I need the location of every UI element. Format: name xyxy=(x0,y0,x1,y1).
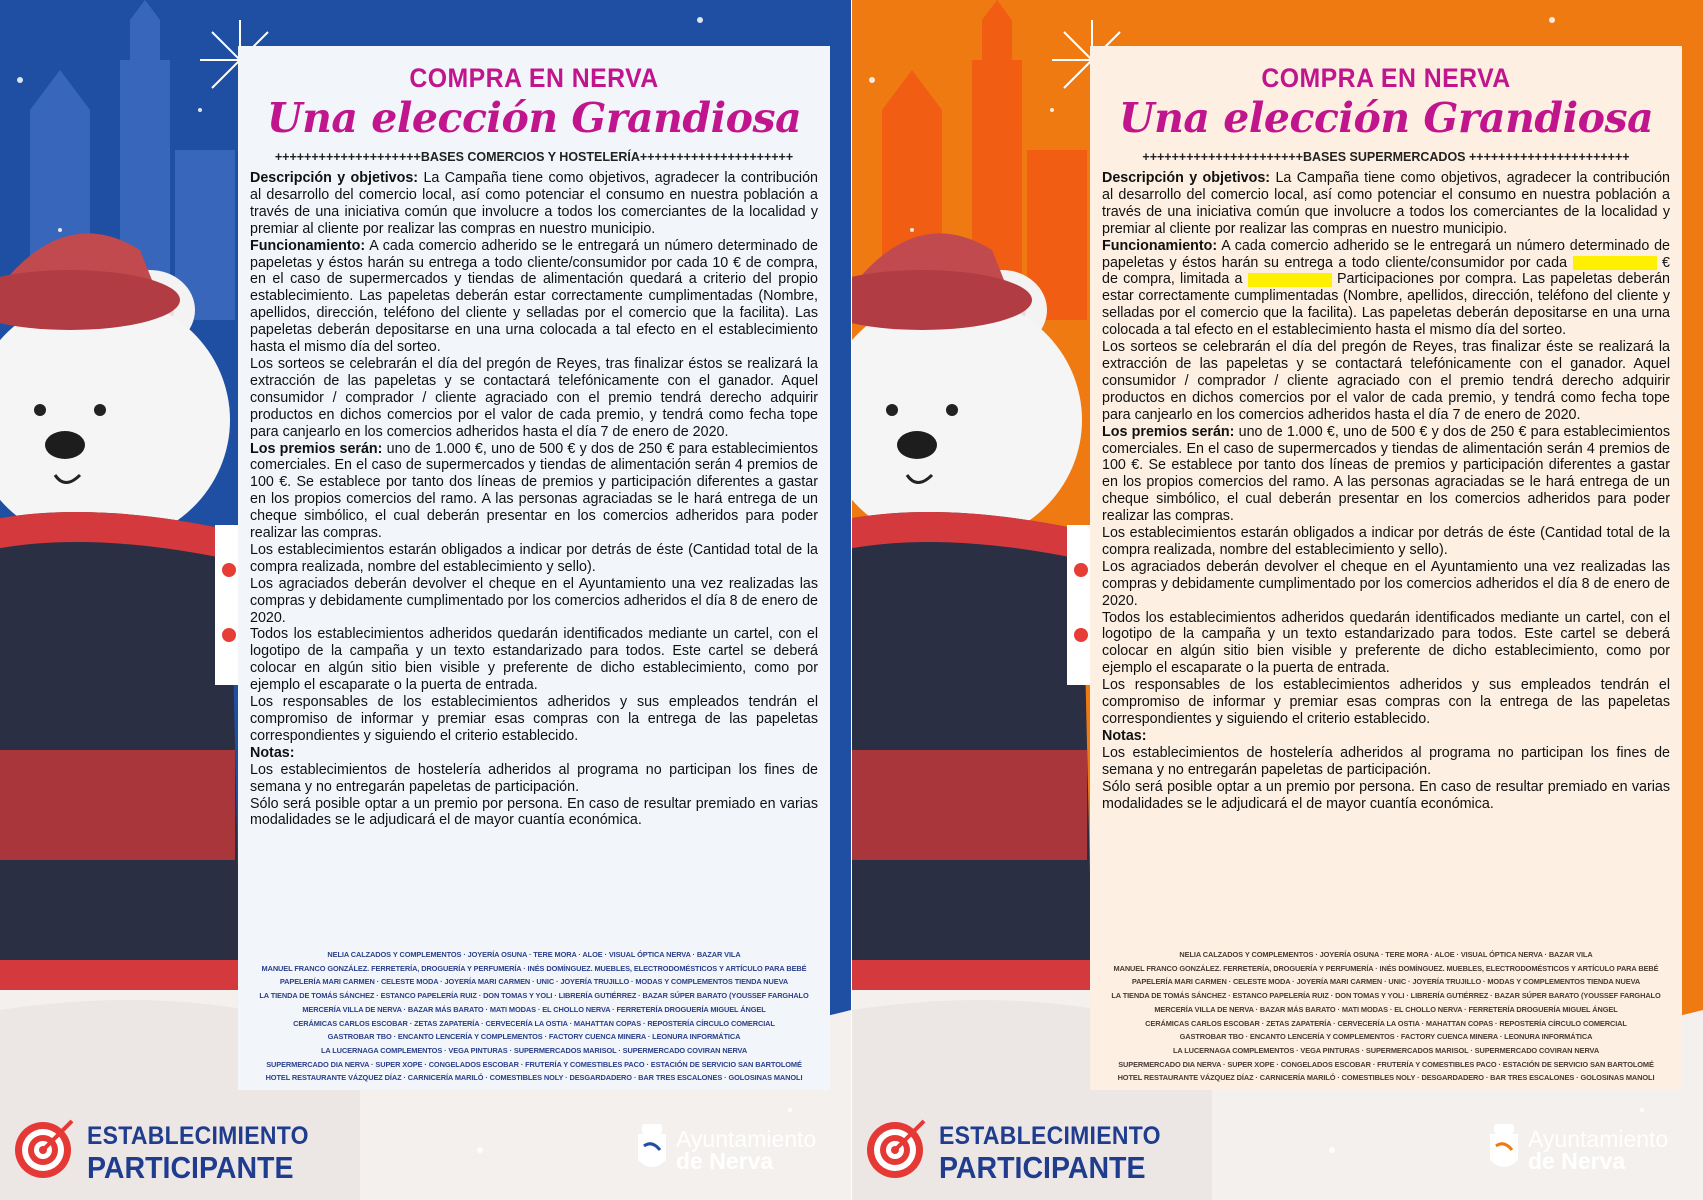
participant-badge xyxy=(864,1115,1161,1185)
shops-line: CERÁMICAS CARLOS ESCOBAR · ZETAS ZAPATERÍA · CERVECERÍA LA OSTIA · MAHATTAN COPAS · REPOSTERÍA CÍRCULO COMERCIAL xyxy=(1145,1018,1627,1028)
obligation-paragraph: Los establecimientos estarán obligados a indicar por detrás de éste (Cantidad total de la compra realizada, nombre del establecimiento y sello). xyxy=(250,541,818,575)
participant-badge xyxy=(12,1115,309,1185)
shops-line: SUPERMERCADO DIA NERVA · SUPER XOPE · CONGELADOS ESCOBAR · FRUTERÍA Y COMESTIBLES PACO · ESTACIÓN DE SERVICIO SAN BARTOLOMÉ xyxy=(266,1059,802,1069)
shops-line: CERÁMICAS CARLOS ESCOBAR · ZETAS ZAPATERÍA · CERVECERÍA LA OSTIA · MAHATTAN COPAS · REPOSTERÍA CÍRCULO COMERCIAL xyxy=(293,1018,775,1028)
ayuntamiento-label: Ayuntamiento de Nerva xyxy=(676,1126,817,1174)
shops-line: MANUEL FRANCO GONZÁLEZ. FERRETERÍA, DROGUERÍA Y PERFUMERÍA · INÉS DOMÍNGUEZ. MUEBLES, ELECTRODOMÉSTICOS Y ARTÍCULO PARA BEBÉ xyxy=(1113,963,1659,973)
responsibility-paragraph: Los responsables de los establecimientos adheridos y sus empleados tendrán el compromiso de informar y premiar esas compras con la entrega de las papeletas correspondientes y siguiendo el criterio establecido. xyxy=(250,694,818,744)
poster-comercios xyxy=(0,0,851,1200)
poster-paragraph: Todos los establecimientos adheridos quedarán identificados mediante un cartel, con el logotipo de la campaña y un texto estandarizado para todos. Este cartel se deberá colocar en algún sitio bien visible y preferente de dicho establecimiento, como por ejemplo el escaparate o la puerta de entrada. xyxy=(250,626,818,694)
badge-label: ESTABLECIMIENTO PARTICIPANTE xyxy=(939,1122,1161,1185)
coat-of-arms-icon xyxy=(1484,1120,1524,1176)
description-text: La Campaña tiene como objetivos, agradecer la contribución al desarrollo del comercio local, así como potenciar el consumo en nuestra población a través de una iniciativa común que involucre a todos los comerciantes de la localidad y premiar al cliente por realizar las compras en nuestro municipio. xyxy=(1102,170,1670,237)
note-2: Sólo será posible optar a un premio por persona. En caso de resultar premiado en varias modalidades se le adjudicará el de mayor cuantía económica. xyxy=(250,795,818,829)
campaign-title: COMPRA EN NERVA xyxy=(1261,63,1511,93)
description-paragraph xyxy=(1102,170,1670,238)
coat-of-arms-icon xyxy=(632,1120,672,1176)
shops-line: LA TIENDA DE TOMÁS SÁNCHEZ · ESTANCO PAPELERÍA RUIZ · DON TOMAS Y YOLI · LIBRERÍA GUTIÉRREZ · BAZAR SÚPER BARATO (YOUSSEF FARGHALO xyxy=(259,991,809,1001)
shops-line: PAPELERÍA MARI CARMEN · CELESTE MODA · JOYERÍA MARI CARMEN · UNIC · JOYERÍA TRUJILLO · MODAS Y COMPLEMENTOS TIENDA NUEVA xyxy=(279,977,789,987)
operation-label: Funcionamiento: xyxy=(250,237,366,254)
description-label: Descripción y objetivos: xyxy=(250,170,419,186)
note-1: Los establecimientos de hostelería adheridos al programa no participan los fines de semana y no entregarán papeletas de participación. xyxy=(1102,744,1670,778)
prizes-label: Los premios serán: xyxy=(250,440,383,457)
shops-line: LA LUCERNAGA COMPLEMENTOS · VEGA PINTURAS · SUPERMERCADOS MARISOL · SUPERMERCADO COVIRAN NERVA xyxy=(320,1045,748,1055)
shops-line: GASTROBAR TBO · ENCANTO LENCERÍA Y COMPLEMENTOS · FACTORY CUENCA MINERA · LEONURA INFORMÁTICA xyxy=(1179,1032,1593,1042)
description-paragraph xyxy=(250,170,818,238)
shops-line: HOTEL RESTAURANTE VÁZQUEZ DÍAZ · CARNICERÍA MARILÓ · COMESTIBLES NOLY · DESGARDADERO · BAR TRES ESCALONES · GOLOSINAS MANOLI xyxy=(1117,1073,1655,1083)
draw-paragraph: Los sorteos se celebrarán el día del pregón de Reyes, tras finalizar éstos se realizará la extracción de las papeletas y se contactará telefónicamente con el ganador. Aquel consumidor / comprador / cliente agraciado con el premio tendrá derecho adquirir productos en dichos comercios por el valor de cada premio, y tendrá como fecha tope para canjearlo en los comercios adheridos hasta el día 7 de enero de 2020. xyxy=(250,355,818,440)
campaign-title: COMPRA EN NERVA xyxy=(409,63,659,93)
draw-paragraph: Los sorteos se celebrarán el día del pregón de Reyes, tras finalizar éste se realizará la extracción de las papeletas y se contactará telefónicamente con el ganador. Aquel consumidor / comprador / cliente agraciado con el premio tendrá derecho adquirir productos en dichos comercios por el valor de cada premio, y tendrá como fecha tope para canjearlo en los comercios adheridos hasta el día 7 de enero de 2020. xyxy=(1102,339,1670,423)
prizes-paragraph xyxy=(1102,424,1670,525)
ayuntamiento-label: Ayuntamiento de Nerva xyxy=(1528,1126,1669,1174)
target-icon xyxy=(864,1115,930,1181)
rules-body xyxy=(250,170,818,829)
shops-line: PAPELERÍA MARI CARMEN · CELESTE MODA · JOYERÍA MARI CARMEN · UNIC · JOYERÍA TRUJILLO · MODAS Y COMPLEMENTOS TIENDA NUEVA xyxy=(1131,977,1641,987)
shops-line: MERCERÍA VILLA DE NERVA · BAZAR MÁS BARATO · MATI MODAS · EL CHOLLO NERVA · FERRETERÍA DROGUERÍA MIGUEL ÁNGEL xyxy=(302,1004,766,1014)
note-2: Sólo será posible optar a un premio por persona. En caso de resultar premiado en varias modalidades se le adjudicará el de mayor cuantía económica. xyxy=(1102,778,1670,812)
campaign-subtitle: Una elección Grandiosa xyxy=(1118,94,1654,142)
participating-shops xyxy=(250,948,818,1085)
operation-text: A cada comercio adherido se le entregará un número determinado de papeletas y éstos harán su entrega a todo cliente/consumidor por cada 10 € de compra, en el caso de supermercados y tiendas de alimentación quedará a criterio del propio establecimiento. Las papeletas deberán estar correctamente cumplimentadas (Nombre, apellidos, dirección, teléfono del cliente y selladas por el comercio que la facilita). Las papeletas deberán depositarse en una urna colocada a tal efecto en el establecimiento hasta el mismo día del sorteo. xyxy=(250,237,818,356)
prizes-label: Los premios serán: xyxy=(1102,423,1235,440)
ayuntamiento-logo xyxy=(632,1120,842,1184)
shops-line: GASTROBAR TBO · ENCANTO LENCERÍA Y COMPLEMENTOS · FACTORY CUENCA MINERA · LEONURA INFORMÁTICA xyxy=(327,1032,741,1042)
description-text: La Campaña tiene como objetivos, agradecer la contribución al desarrollo del comercio local, así como potenciar el consumo en nuestra población a través de una iniciativa común que involucre a todos los comerciantes de la localidad y premiar al cliente por realizar las compras en nuestro municipio. xyxy=(250,170,818,237)
rules-panel xyxy=(1090,46,1682,1090)
shops-line: NELIA CALZADOS Y COMPLEMENTOS · JOYERÍA OSUNA · TERE MORA · ALOE · VISUAL ÓPTICA NERVA · BAZAR VILA xyxy=(327,950,741,959)
blank-amount-highlight xyxy=(1573,256,1657,270)
rules-body xyxy=(1102,170,1670,812)
poster-paragraph: Todos los establecimientos adheridos quedarán identificados mediante un cartel, con el logotipo de la campaña y un texto estandarizado para todos. Este cartel se deberá colocar en algún sitio bien visible y preferente de dicho establecimiento, como por ejemplo el escaparate o la puerta de entrada. xyxy=(1102,609,1670,677)
campaign-subtitle: Una elección Grandiosa xyxy=(266,94,802,142)
return-paragraph: Los agraciados deberán devolver el cheque en el Ayuntamiento una vez realizadas las compras y debidamente cumplimentado por los comercios adheridos el día 8 de enero de 2020. xyxy=(1102,558,1670,609)
prizes-text: uno de 1.000 €, uno de 500 € y dos de 250 € para establecimientos comerciales. En el caso de supermercados y tiendas de alimentación serán 4 premios de 100 €. Se establece por tanto dos líneas de premios y participación diferentes a gastar en los propios comercios del ramo. A las personas agraciadas se le hará entrega de un cheque simbólico, el cual deberán presentar en los comercios adheridos para poder realizar las compras. xyxy=(1102,423,1671,525)
operation-label: Funcionamiento: xyxy=(1102,237,1218,254)
responsibility-paragraph: Los responsables de los establecimientos adheridos y sus empleados tendrán el compromiso de informar y premiar esas compras con la entrega de las papeletas correspondientes y siguiendo el criterio establecido. xyxy=(1102,677,1670,727)
shops-line: MERCERÍA VILLA DE NERVA · BAZAR MÁS BARATO · MATI MODAS · EL CHOLLO NERVA · FERRETERÍA DROGUERÍA MIGUEL ÁNGEL xyxy=(1154,1004,1618,1014)
target-icon xyxy=(12,1115,78,1181)
operation-paragraph xyxy=(250,238,818,356)
notes-label: Notas: xyxy=(1102,727,1147,744)
participating-shops xyxy=(1102,948,1670,1085)
badge-label: ESTABLECIMIENTO PARTICIPANTE xyxy=(87,1122,309,1185)
ayuntamiento-logo xyxy=(1484,1120,1694,1184)
prizes-paragraph xyxy=(250,441,818,542)
shops-line: NELIA CALZADOS Y COMPLEMENTOS · JOYERÍA OSUNA · TERE MORA · ALOE · VISUAL ÓPTICA NERVA · BAZAR VILA xyxy=(1179,950,1593,959)
shops-line: LA TIENDA DE TOMÁS SÁNCHEZ · ESTANCO PAPELERÍA RUIZ · DON TOMAS Y YOLI · LIBRERÍA GUTIÉRREZ · BAZAR SÚPER BARATO (YOUSSEF FARGHALO xyxy=(1111,991,1661,1001)
description-label: Descripción y objetivos: xyxy=(1102,170,1271,186)
operation-paragraph: Funcionamiento: A cada comercio adherido se le entregará un número determinado de papeletas y éstos harán su entrega a todo cliente/consumidor por cada € de compra, limitada a Participaciones por compra. Las papeletas deberán estar correctamente cumplimentadas (Nombre, apellidos, dirección, teléfono del cliente y selladas por el comercio que la facilita). Las papeletas deberán depositarse en una urna colocada a tal efecto en el establecimiento hasta el mismo día del sorteo. xyxy=(1102,237,1670,339)
notes-label: Notas: xyxy=(250,744,295,761)
bases-heading: ++++++++++++++++++++BASES COMERCIOS Y HOSTELERÍA+++++++++++++++++++++ xyxy=(274,150,794,164)
obligation-paragraph: Los establecimientos estarán obligados a indicar por detrás de éste (Cantidad total de la compra realizada, nombre del establecimiento y sello). xyxy=(1102,525,1670,558)
shops-line: MANUEL FRANCO GONZÁLEZ. FERRETERÍA, DROGUERÍA Y PERFUMERÍA · INÉS DOMÍNGUEZ. MUEBLES, ELECTRODOMÉSTICOS Y ARTÍCULO PARA BEBÉ xyxy=(261,963,807,973)
bases-heading: ++++++++++++++++++++++BASES SUPERMERCADOS ++++++++++++++++++++++ xyxy=(1142,150,1630,164)
return-paragraph: Los agraciados deberán devolver el cheque en el Ayuntamiento una vez realizadas las compras y debidamente cumplimentado por los comercios adheridos el día 8 de enero de 2020. xyxy=(250,575,818,626)
blank-limit-highlight xyxy=(1248,273,1332,287)
shops-line: HOTEL RESTAURANTE VÁZQUEZ DÍAZ · CARNICERÍA MARILÓ · COMESTIBLES NOLY · DESGARDADERO · BAR TRES ESCALONES · GOLOSINAS MANOLI xyxy=(265,1073,803,1083)
rules-panel xyxy=(238,46,830,1090)
poster-supermercados xyxy=(852,0,1703,1200)
shops-line: SUPERMERCADO DIA NERVA · SUPER XOPE · CONGELADOS ESCOBAR · FRUTERÍA Y COMESTIBLES PACO · ESTACIÓN DE SERVICIO SAN BARTOLOMÉ xyxy=(1118,1059,1654,1069)
prizes-text: uno de 1.000 €, uno de 500 € y dos de 250 € para establecimientos comerciales. En el caso de supermercados y tiendas de alimentación serán 4 premios de 100 €. Se establece por tanto dos líneas de premios y participación diferentes a gastar en los propios comercios del ramo. A las personas agraciadas se le hará entrega de un cheque simbólico, el cual deberán presentar en los comercios adheridos para poder realizar las compras. xyxy=(250,440,819,542)
shops-line: LA LUCERNAGA COMPLEMENTOS · VEGA PINTURAS · SUPERMERCADOS MARISOL · SUPERMERCADO COVIRAN NERVA xyxy=(1172,1045,1600,1055)
note-1: Los establecimientos de hostelería adheridos al programa no participan los fines de semana y no entregarán papeletas de participación. xyxy=(250,761,818,795)
